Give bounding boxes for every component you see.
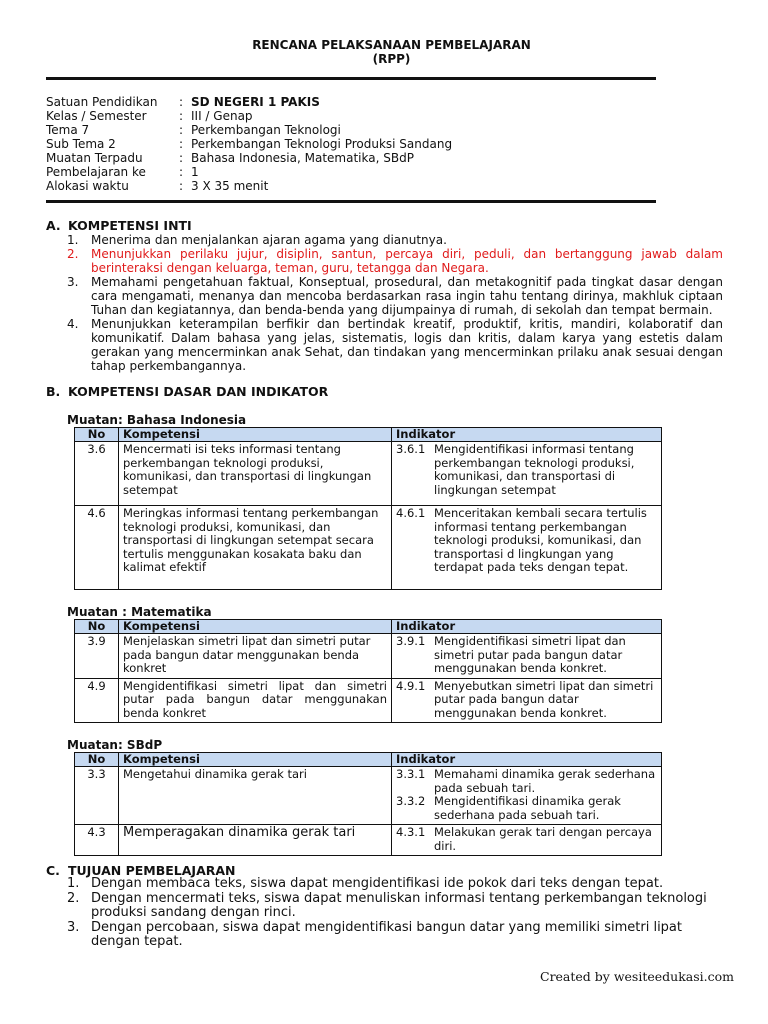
identity-value: III / Genap bbox=[191, 109, 253, 123]
identity-label: Tema 7 bbox=[46, 123, 90, 137]
document-title bbox=[0, 38, 768, 66]
top-divider bbox=[46, 77, 656, 80]
identity-label: Alokasi waktu bbox=[46, 179, 129, 193]
bahasa-table bbox=[74, 427, 662, 590]
indikator-code: 3.6.1 bbox=[396, 442, 426, 456]
item-number: 4. bbox=[67, 317, 79, 331]
indikator-text: Mengidentifikasi dinamika gerak sederhana pada sebuah tari. bbox=[434, 794, 621, 822]
header-kompetensi: Kompetensi bbox=[119, 753, 392, 767]
header-no: No bbox=[75, 620, 119, 634]
item-text: Menunjukkan perilaku jujur, disiplin, santun, percaya diri, peduli, dan bertanggung jawab dalam berinteraksi dengan keluarga, teman, guru, tetangga dan Negara. bbox=[91, 247, 723, 275]
item-text: Menunjukkan keterampilan berfikir dan bertindak kreatif, produktif, kritis, mandiri, kolaboratif dan komunikatif. Dalam bahasa yang jelas, sistematis, logis dan kritis, dalam karya yang estetis dalam gerakan yang mencerminkan anak Sehat, dan tindakan yang mencerminkan prilaku anak sesuai dengan tahap perkembangannya. bbox=[91, 317, 723, 373]
identity-sep: : bbox=[179, 151, 184, 165]
table-header-row bbox=[75, 753, 662, 767]
identity-value: Perkembangan Teknologi bbox=[191, 123, 341, 137]
header-indikator: Indikator bbox=[392, 428, 662, 442]
section-letter: C. bbox=[46, 863, 60, 878]
identity-label: Satuan Pendidikan bbox=[46, 95, 158, 109]
title-line-2: (RPP) bbox=[372, 52, 411, 66]
indikator-code: 4.9.1 bbox=[396, 678, 426, 693]
muatan-bahasa-label: Muatan: Bahasa Indonesia bbox=[67, 413, 247, 427]
matematika-table bbox=[74, 619, 662, 723]
row-no: 3.9 bbox=[75, 634, 119, 679]
row-no: 4.9 bbox=[75, 678, 119, 723]
section-letter: A. bbox=[46, 218, 61, 233]
section-letter: B. bbox=[46, 384, 61, 399]
indikator-text: Melakukan gerak tari dengan percaya diri. bbox=[434, 825, 652, 853]
indikator-text: Mengidentifikasi informasi tentang perkembangan teknologi produksi, komunikasi, dan transportasi di lingkungan setempat bbox=[434, 442, 635, 497]
row-kompetensi: Meringkas informasi tentang perkembangan teknologi produksi, komunikasi, dan transportasi di lingkungan setempat secara tertulis menggunakan kosakata baku dan kalimat efektif bbox=[119, 506, 392, 590]
identity-sep: : bbox=[179, 123, 184, 137]
item-number: 2. bbox=[67, 890, 80, 906]
table-header-row bbox=[75, 428, 662, 442]
identity-sep: : bbox=[179, 137, 184, 151]
row-no: 4.3 bbox=[75, 825, 119, 856]
section-title: KOMPETENSI INTI bbox=[68, 218, 192, 233]
table-row bbox=[75, 767, 662, 825]
indikator-code: 4.3.1 bbox=[396, 825, 426, 839]
row-indikator bbox=[392, 442, 662, 506]
indikator-code: 4.6.1 bbox=[396, 506, 426, 520]
identity-table bbox=[46, 95, 452, 193]
header-indikator: Indikator bbox=[392, 620, 662, 634]
row-indikator bbox=[392, 678, 662, 723]
identity-row bbox=[46, 95, 452, 109]
identity-sep: : bbox=[179, 95, 184, 109]
section-a-heading bbox=[46, 219, 192, 233]
indikator-text: Mengidentifikasi simetri lipat dan simetri putar pada bangun datar menggunakan benda konkret. bbox=[434, 634, 626, 675]
section-b-heading bbox=[46, 385, 328, 399]
row-kompetensi: Mengidentifikasi simetri lipat dan simetri putar pada bangun datar menggunakan benda konkret bbox=[119, 678, 392, 723]
footer-credit: Created by wesiteedukasi.com bbox=[540, 969, 734, 984]
row-no: 3.6 bbox=[75, 442, 119, 506]
item-text: Memahami pengetahuan faktual, Konseptual, prosedural, dan metakognitif pada tingkat dasar dengan cara mengamati, menanya dan mencoba berdasarkan rasa ingin tahu tentang dirinya, makhluk ciptaan Tuhan dan kegiatannya, dan benda-benda yang dijumpainya di rumah, di sekolah dan tempat bermain. bbox=[91, 275, 723, 317]
list-item bbox=[67, 247, 723, 275]
item-text: Dengan mencermati teks, siswa dapat menuliskan informasi tentang perkembangan teknologi produksi sandang dengan rinci. bbox=[91, 890, 707, 920]
list-item bbox=[67, 892, 727, 921]
identity-value: Perkembangan Teknologi Produksi Sandang bbox=[191, 137, 453, 151]
item-text: Dengan membaca teks, siswa dapat mengidentifikasi ide pokok dari teks dengan tepat. bbox=[91, 876, 664, 891]
identity-row bbox=[46, 123, 452, 137]
list-item bbox=[67, 921, 727, 950]
list-item bbox=[67, 233, 723, 247]
identity-row bbox=[46, 179, 452, 193]
kompetensi-inti-list bbox=[67, 233, 723, 373]
row-no: 3.3 bbox=[75, 767, 119, 825]
item-number: 2. bbox=[67, 247, 79, 261]
identity-row bbox=[46, 137, 452, 151]
identity-row bbox=[46, 109, 452, 123]
identity-sep: : bbox=[179, 109, 184, 123]
section-title: KOMPETENSI DASAR DAN INDIKATOR bbox=[68, 384, 329, 399]
indikator-text: Menyebutkan simetri lipat dan simetri putar pada bangun datar menggunakan benda konkret. bbox=[434, 678, 654, 720]
row-kompetensi: Memperagakan dinamika gerak tari bbox=[119, 825, 392, 856]
table-row bbox=[75, 678, 662, 723]
identity-divider bbox=[46, 200, 656, 203]
row-indikator bbox=[392, 767, 662, 825]
row-indikator bbox=[392, 634, 662, 679]
title-line-1: RENCANA PELAKSANAAN PEMBELAJARAN bbox=[252, 38, 531, 52]
header-no: No bbox=[75, 428, 119, 442]
list-item bbox=[67, 877, 727, 892]
table-row bbox=[75, 634, 662, 679]
identity-label: Kelas / Semester bbox=[46, 109, 147, 123]
muatan-sbdp-label: Muatan: SBdP bbox=[67, 738, 163, 752]
identity-value: 1 bbox=[191, 165, 199, 179]
row-kompetensi: Mengetahui dinamika gerak tari bbox=[119, 767, 392, 825]
sbdp-table bbox=[74, 752, 662, 856]
table-header-row bbox=[75, 620, 662, 634]
item-number: 1. bbox=[67, 233, 79, 247]
header-kompetensi: Kompetensi bbox=[119, 428, 392, 442]
row-indikator bbox=[392, 825, 662, 856]
identity-label: Sub Tema 2 bbox=[46, 137, 116, 151]
header-kompetensi: Kompetensi bbox=[119, 620, 392, 634]
item-number: 1. bbox=[67, 876, 80, 891]
table-row bbox=[75, 506, 662, 590]
indikator-code: 3.3.2 bbox=[396, 794, 426, 808]
indikator-text: Memahami dinamika gerak sederhana pada sebuah tari. bbox=[434, 767, 656, 795]
row-indikator bbox=[392, 506, 662, 590]
item-number: 3. bbox=[67, 919, 80, 935]
section-title: TUJUAN PEMBELAJARAN bbox=[68, 863, 236, 878]
identity-row bbox=[46, 165, 452, 179]
indikator-text: Menceritakan kembali secara tertulis informasi tentang perkembangan teknologi produksi, komunikasi, dan transportasi d lingkungan yang terdapat pada teks dengan tepat. bbox=[434, 506, 647, 574]
list-item bbox=[67, 317, 723, 373]
identity-sep: : bbox=[179, 179, 184, 193]
identity-row bbox=[46, 151, 452, 165]
row-kompetensi: Mencermati isi teks informasi tentang perkembangan teknologi produksi, komunikasi, dan transportasi di lingkungan setempat bbox=[119, 442, 392, 506]
item-text: Menerima dan menjalankan ajaran agama yang dianutnya. bbox=[91, 233, 447, 247]
identity-value: Bahasa Indonesia, Matematika, SBdP bbox=[191, 151, 414, 165]
identity-label: Pembelajaran ke bbox=[46, 165, 146, 179]
indikator-code: 3.3.1 bbox=[396, 767, 426, 781]
row-no: 4.6 bbox=[75, 506, 119, 590]
list-item bbox=[67, 275, 723, 317]
indikator-code: 3.9.1 bbox=[396, 634, 426, 648]
identity-label: Muatan Terpadu bbox=[46, 151, 143, 165]
header-no: No bbox=[75, 753, 119, 767]
identity-value: SD NEGERI 1 PAKIS bbox=[191, 95, 320, 109]
table-row bbox=[75, 825, 662, 856]
identity-sep: : bbox=[179, 165, 184, 179]
muatan-matematika-label: Muatan : Matematika bbox=[67, 605, 212, 619]
identity-value: 3 X 35 menit bbox=[191, 179, 269, 193]
header-indikator: Indikator bbox=[392, 753, 662, 767]
tujuan-list bbox=[67, 877, 727, 950]
item-number: 3. bbox=[67, 275, 79, 289]
item-text: Dengan percobaan, siswa dapat mengidentifikasi bangun datar yang memiliki simetri lipat dengan tepat. bbox=[91, 919, 682, 949]
row-kompetensi: Menjelaskan simetri lipat dan simetri putar pada bangun datar menggunakan benda konkret bbox=[119, 634, 392, 679]
table-row bbox=[75, 442, 662, 506]
